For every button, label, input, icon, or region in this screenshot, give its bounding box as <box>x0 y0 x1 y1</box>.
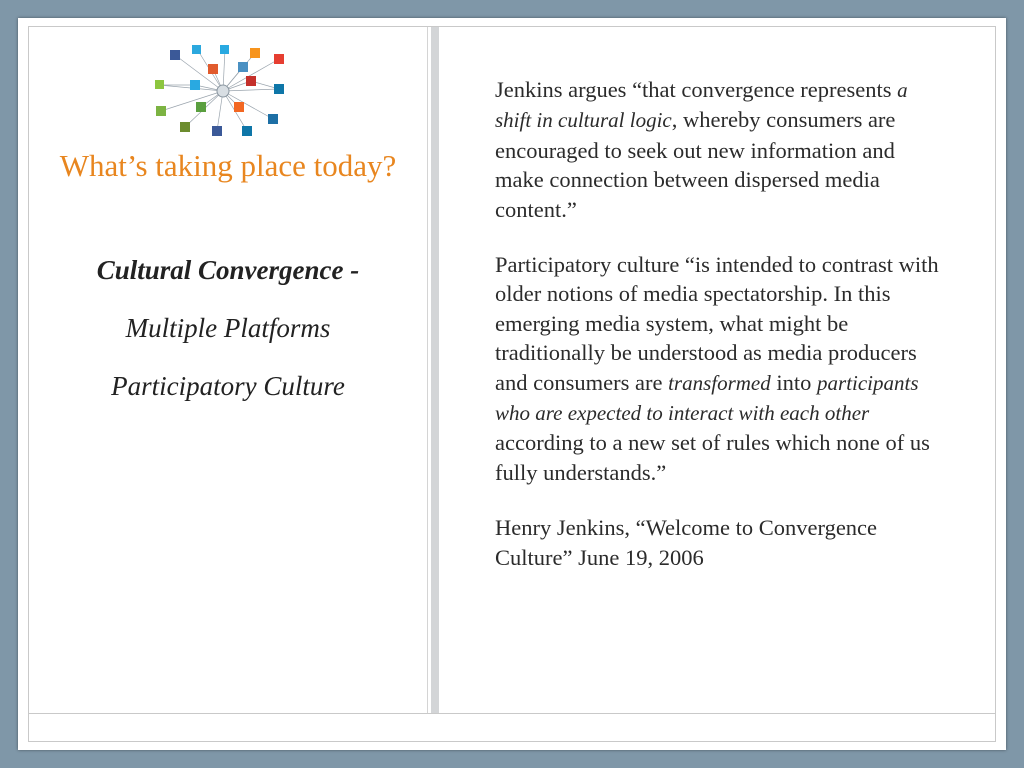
left-panel <box>29 27 428 713</box>
social-network-icon <box>155 45 285 137</box>
item-multiple-platforms: Multiple Platforms <box>125 313 331 343</box>
right-column <box>495 75 945 598</box>
quote-participatory-text-1: Participatory culture “is intended to contrast with older notions of media spectatorship. In this emerging media system, what might be traditionally be understood as media producers and consumers are <box>495 252 939 395</box>
item-participatory-culture: Participatory Culture <box>111 371 345 401</box>
quote-convergence-italic: a shift in cultural logic <box>495 78 908 133</box>
quote-participatory-text-2: into <box>770 369 818 395</box>
quote-participatory-italic-1: transformed <box>668 370 771 395</box>
slide-frame <box>28 26 996 742</box>
slide <box>18 18 1006 750</box>
quote-participatory <box>495 250 945 487</box>
item-cultural-convergence: Cultural Convergence - <box>96 255 360 285</box>
column-divider <box>431 27 439 713</box>
quote-participatory-text-3: according to a new set of rules which none of us fully understands.” <box>495 430 930 485</box>
quote-convergence-text-2: , whereby consumers are encouraged to seek out new information and make connection between dispersed media content.” <box>495 107 896 222</box>
quote-convergence <box>495 75 945 224</box>
quote-convergence-text-1: Jenkins argues “that convergence represents <box>495 77 898 102</box>
footer-rule <box>29 713 995 714</box>
quote-participatory-italic-2: participants who are expected to interact with each other <box>495 370 919 426</box>
citation: Henry Jenkins, “Welcome to Convergence Culture” June 19, 2006 <box>495 515 878 570</box>
left-heading: What’s taking place today? <box>59 148 397 183</box>
